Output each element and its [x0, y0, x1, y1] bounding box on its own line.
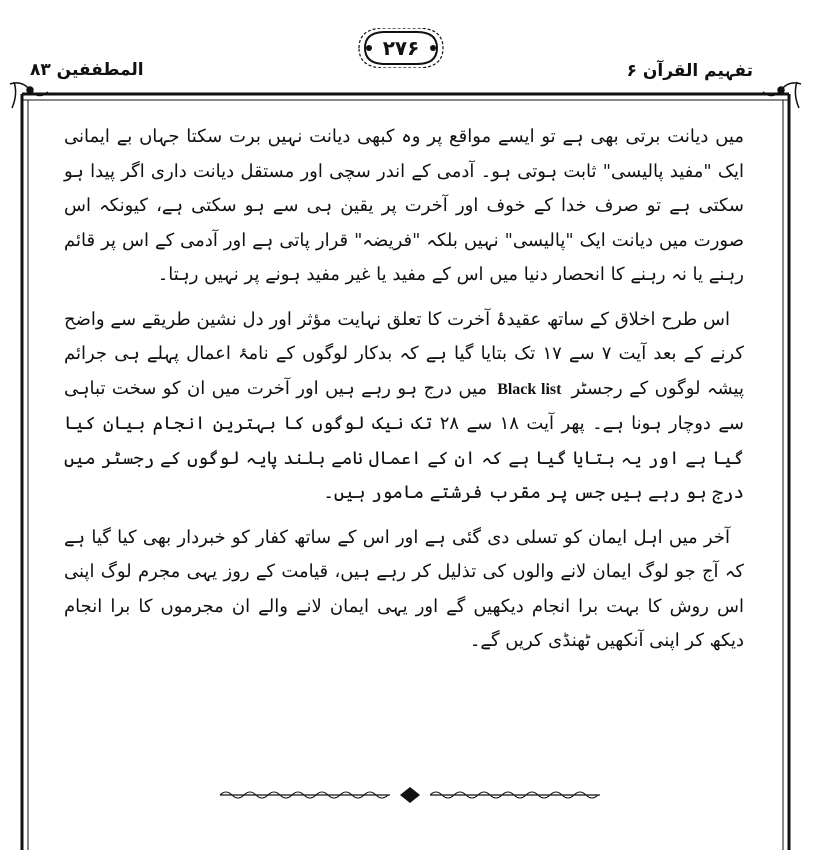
- paragraph-3: آخر میں اہل ایمان کو تسلی دی گئی ہے اور اس کے ساتھ کفار کو خبردار بھی کیا گیا ہے کہ آج جو لوگ ایمان لانے والوں کی تذلیل کر رہے ہیں، قیامت کے روز یہی مجرم لوگ اپنی اس روش کا بہت برا انجام دیکھیں گے اور یہی ایمان لانے والے ان مجرموں کا برا انجام دیکھ کر اپنی آنکھیں ٹھنڈی کریں گے۔: [64, 526, 744, 651]
- paragraph-2: [64, 303, 744, 511]
- book-title: تفہیم القرآن ۶: [626, 61, 753, 81]
- page-number-badge: [355, 28, 447, 68]
- black-list-term: Black list: [497, 380, 562, 398]
- paragraph-1: میں دیانت برتی بھی ہے تو ایسے مواقع پر وہ کبھی دیانت نہیں برت سکتا جہاں بے ایمانی ایک "مفید پالیسی" ثابت ہوتی ہو۔ آدمی کے اندر سچی اور مستقل دیانت داری اگر پیدا ہو سکتی ہے تو صرف خدا کے خوف اور آخرت پر یقین ہی سے ہو سکتی ہے، کیونکہ اس صورت میں دیانت ایک "پالیسی" نہیں بلکہ "فریضہ" قرار پاتی ہے اور آدمی کے اس پر قائم رہنے یا نہ رہنے کا انحصار دنیا میں اس کے مفید یا غیر مفید ہونے پر نہیں رہتا۔: [64, 126, 744, 285]
- closing-ornament: [210, 785, 610, 805]
- main-text: [64, 120, 744, 659]
- surah-title: المطففین ۸۳: [30, 60, 144, 80]
- page-number: ۲۷۶: [382, 36, 420, 60]
- paragraph-2-start: اس طرح اخلاق کے ساتھ عقیدۂ آخرت کا تعلق نہایت مؤثر اور دل نشین طریقے سے واضح کرنے کے بعد آیت ۷ سے ۱۷ تک بتایا گیا ہے کہ بدکار لوگوں کے نامۂ اعمال پہلے ہی جرائم پیشہ لوگوں کے رجسٹر: [64, 308, 744, 399]
- paragraph-2-end: میں درج ہو رہے ہیں اور آخرت میں ان کو سخت تباہی سے دوچار ہونا ہے۔ پھر آیت ۱۸ سے ۲۸ تک نیک لوگوں کا بہترین انجام بیان کیا گیا ہے اور یہ بتایا گیا ہے کہ ان کے اعمال نامے بلند پایہ لوگوں کے رجسٹر میں درج ہو رہے ہیں جس پر مقرب فرشتے مامور ہیں۔: [64, 377, 744, 503]
- page-header: [0, 0, 813, 88]
